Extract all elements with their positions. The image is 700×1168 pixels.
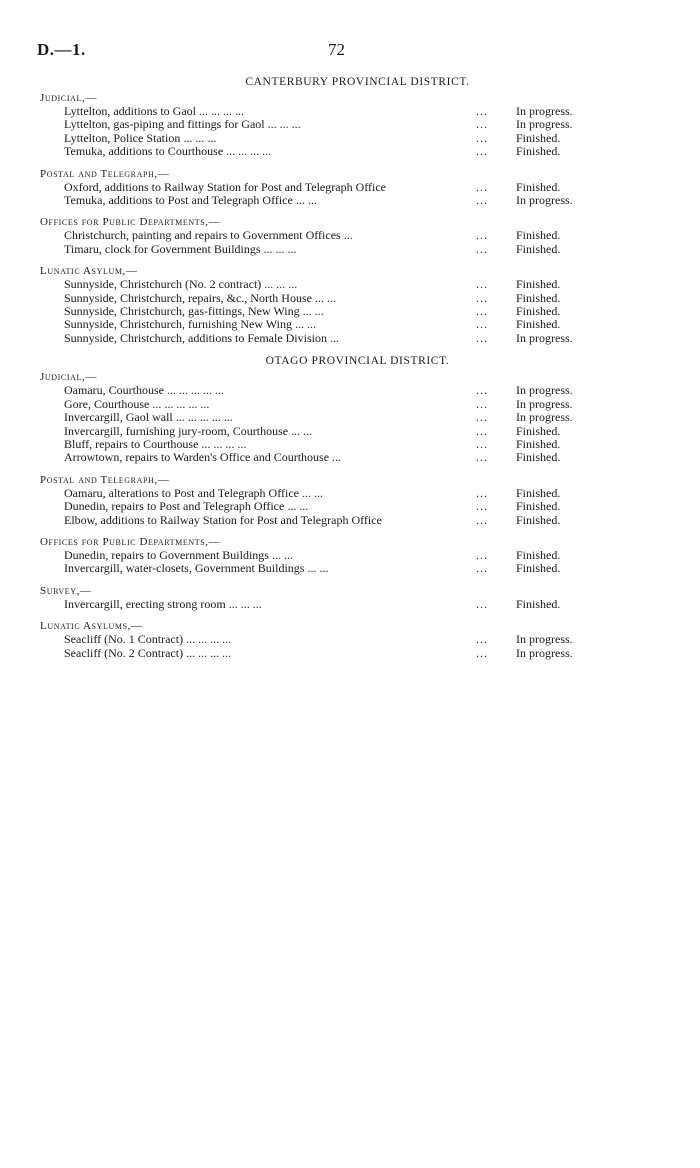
- section: [40, 474, 580, 527]
- entry-status: In progress.: [516, 104, 573, 118]
- entry-leader-dots: ...: [476, 561, 488, 576]
- work-entry: [40, 105, 580, 118]
- entry-leader-dots: ...: [476, 512, 488, 527]
- work-entry: [40, 451, 580, 464]
- entry-status: Finished.: [516, 561, 561, 576]
- work-entry: [40, 278, 580, 291]
- page-number: 72: [328, 40, 345, 59]
- work-entry: [40, 598, 580, 611]
- work-entry: [40, 411, 580, 424]
- entry-leader-dots: ...: [476, 144, 488, 159]
- entry-description: Temuka, additions to Post and Telegraph Office ... ...: [64, 194, 317, 208]
- entry-leader-dots: ...: [476, 277, 488, 292]
- entry-description: Oamaru, Courthouse ... ... ... ... ...: [64, 384, 224, 398]
- district-title: CANTERBURY PROVINCIAL DISTRICT.: [245, 76, 470, 88]
- work-entry: [40, 243, 580, 256]
- entry-status: Finished.: [516, 290, 561, 305]
- entry-description: Dunedin, repairs to Government Buildings ... ...: [64, 548, 293, 562]
- work-entry: [40, 398, 580, 411]
- section-heading: Offices for Public Departments,—: [40, 535, 221, 548]
- entry-status: Finished.: [516, 130, 561, 145]
- entry-status: Finished.: [516, 179, 561, 194]
- entry-leader-dots: ...: [476, 596, 488, 611]
- entry-leader-dots: ...: [476, 117, 488, 132]
- entry-leader-dots: ...: [476, 241, 488, 256]
- entry-description: Invercargill, water-closets, Government Buildings ... ...: [64, 562, 329, 576]
- entry-description: Arrowtown, repairs to Warden's Office and Courthouse ...: [64, 451, 342, 465]
- entry-status: In progress.: [516, 330, 573, 345]
- work-entry: [40, 500, 580, 513]
- entry-status: In progress.: [516, 632, 573, 647]
- document-body: [40, 76, 580, 669]
- entry-description: Sunnyside, Christchurch (No. 2 contract) ... ... ...: [64, 278, 298, 292]
- entry-status: Finished.: [516, 596, 561, 611]
- entry-description: Sunnyside, Christchurch, furnishing New Wing ... ...: [64, 318, 316, 332]
- entry-status: In progress.: [516, 410, 573, 425]
- work-entry: [40, 229, 580, 242]
- entry-description: Sunnyside, Christchurch, additions to Female Division ...: [64, 331, 339, 345]
- entry-status: In progress.: [516, 193, 573, 208]
- work-entry: [40, 562, 580, 575]
- entry-leader-dots: ...: [476, 304, 488, 319]
- section: [40, 265, 580, 345]
- entry-description: Invercargill, erecting strong room ... ... ...: [64, 597, 262, 611]
- entry-leader-dots: ...: [476, 632, 488, 647]
- entry-leader-dots: ...: [476, 330, 488, 345]
- entry-leader-dots: ...: [476, 485, 488, 500]
- entry-status: Finished.: [516, 228, 561, 243]
- section-heading: Lunatic Asylums,—: [40, 620, 143, 633]
- entry-description: Oxford, additions to Railway Station for Post and Telegraph Office: [64, 180, 386, 194]
- entry-leader-dots: ...: [476, 290, 488, 305]
- work-entry: [40, 514, 580, 527]
- entry-description: Dunedin, repairs to Post and Telegraph Office ... ...: [64, 500, 309, 514]
- entry-leader-dots: ...: [476, 410, 488, 425]
- section-heading: Judicial,—: [40, 92, 97, 104]
- entry-description: Elbow, additions to Railway Station for Post and Telegraph Office: [64, 513, 382, 527]
- entry-description: Sunnyside, Christchurch, gas-fittings, New Wing ... ...: [64, 305, 324, 319]
- entry-status: Finished.: [516, 144, 561, 159]
- entry-leader-dots: ...: [476, 645, 488, 660]
- section: [40, 585, 580, 611]
- district-title: OTAGO PROVINCIAL DISTRICT.: [265, 355, 450, 368]
- entry-description: Bluff, repairs to Courthouse ... ... ... ...: [64, 437, 247, 451]
- entry-leader-dots: ...: [476, 104, 488, 118]
- entry-description: Lyttelton, gas-piping and fittings for Gaol ... ... ...: [64, 118, 301, 132]
- entry-status: Finished.: [516, 277, 561, 292]
- section: [40, 536, 580, 576]
- section: [40, 168, 580, 208]
- entry-status: Finished.: [516, 241, 561, 256]
- work-entry: [40, 292, 580, 305]
- work-entry: [40, 181, 580, 194]
- work-entry: [40, 132, 580, 145]
- entry-description: Oamaru, alterations to Post and Telegraph Office ... ...: [64, 486, 323, 500]
- entry-status: Finished.: [516, 512, 561, 527]
- work-entry: [40, 549, 580, 562]
- section-heading: Postal and Telegraph,—: [40, 473, 170, 486]
- entry-leader-dots: ...: [476, 436, 488, 451]
- entry-description: Sunnyside, Christchurch, repairs, &c., North House ... ...: [64, 291, 336, 305]
- section: [40, 92, 580, 159]
- entry-status: Finished.: [516, 317, 561, 332]
- entry-description: Temuka, additions to Courthouse ... ... ... ...: [64, 145, 272, 159]
- entry-status: Finished.: [516, 304, 561, 319]
- work-entry: [40, 647, 580, 660]
- section-heading: Judicial,—: [40, 371, 97, 384]
- section: [40, 216, 580, 256]
- entry-status: Finished.: [516, 450, 561, 465]
- entry-status: Finished.: [516, 423, 561, 438]
- entry-status: Finished.: [516, 547, 561, 562]
- work-entry: [40, 633, 580, 646]
- work-entry: [40, 145, 580, 158]
- entry-leader-dots: ...: [476, 396, 488, 411]
- section-heading: Offices for Public Departments,—: [40, 216, 221, 229]
- section: [40, 371, 580, 464]
- entry-description: Lyttelton, additions to Gaol ... ... ... ...: [64, 105, 244, 118]
- entry-leader-dots: ...: [476, 228, 488, 243]
- work-entry: [40, 305, 580, 318]
- entry-description: Invercargill, Gaol wall ... ... ... ... ...: [64, 411, 233, 425]
- work-entry: [40, 487, 580, 500]
- entry-leader-dots: ...: [476, 193, 488, 208]
- entry-status: Finished.: [516, 499, 561, 514]
- work-entry: [40, 438, 580, 451]
- entry-description: Seacliff (No. 2 Contract) ... ... ... ...: [64, 646, 232, 660]
- entry-status: Finished.: [516, 485, 561, 500]
- entry-leader-dots: ...: [476, 130, 488, 145]
- entry-status: In progress.: [516, 117, 573, 132]
- entry-description: Timaru, clock for Government Buildings ... ... ...: [64, 242, 297, 256]
- work-entry: [40, 384, 580, 397]
- entry-description: Gore, Courthouse ... ... ... ... ...: [64, 397, 210, 411]
- entry-leader-dots: ...: [476, 179, 488, 194]
- entry-leader-dots: ...: [476, 547, 488, 562]
- section: [40, 620, 580, 660]
- section-heading: Lunatic Asylum,—: [40, 265, 138, 278]
- entry-leader-dots: ...: [476, 383, 488, 398]
- work-entry: [40, 318, 580, 331]
- entry-status: Finished.: [516, 436, 561, 451]
- entry-status: In progress.: [516, 383, 573, 398]
- entry-leader-dots: ...: [476, 317, 488, 332]
- work-entry: [40, 118, 580, 131]
- entry-description: Christchurch, painting and repairs to Government Offices ...: [64, 229, 353, 243]
- section-heading: Postal and Telegraph,—: [40, 167, 170, 180]
- entry-leader-dots: ...: [476, 450, 488, 465]
- work-entry: [40, 425, 580, 438]
- entry-description: Seacliff (No. 1 Contract) ... ... ... ...: [64, 633, 232, 647]
- entry-leader-dots: ...: [476, 423, 488, 438]
- entry-status: In progress.: [516, 396, 573, 411]
- section-heading: Survey,—: [40, 584, 92, 597]
- entry-description: Lyttelton, Police Station ... ... ...: [64, 131, 217, 145]
- page-reference: D.—1.: [37, 40, 86, 59]
- entry-status: In progress.: [516, 645, 573, 660]
- work-entry: [40, 194, 580, 207]
- entry-description: Invercargill, furnishing jury-room, Courthouse ... ...: [64, 424, 313, 438]
- work-entry: [40, 332, 580, 345]
- entry-leader-dots: ...: [476, 499, 488, 514]
